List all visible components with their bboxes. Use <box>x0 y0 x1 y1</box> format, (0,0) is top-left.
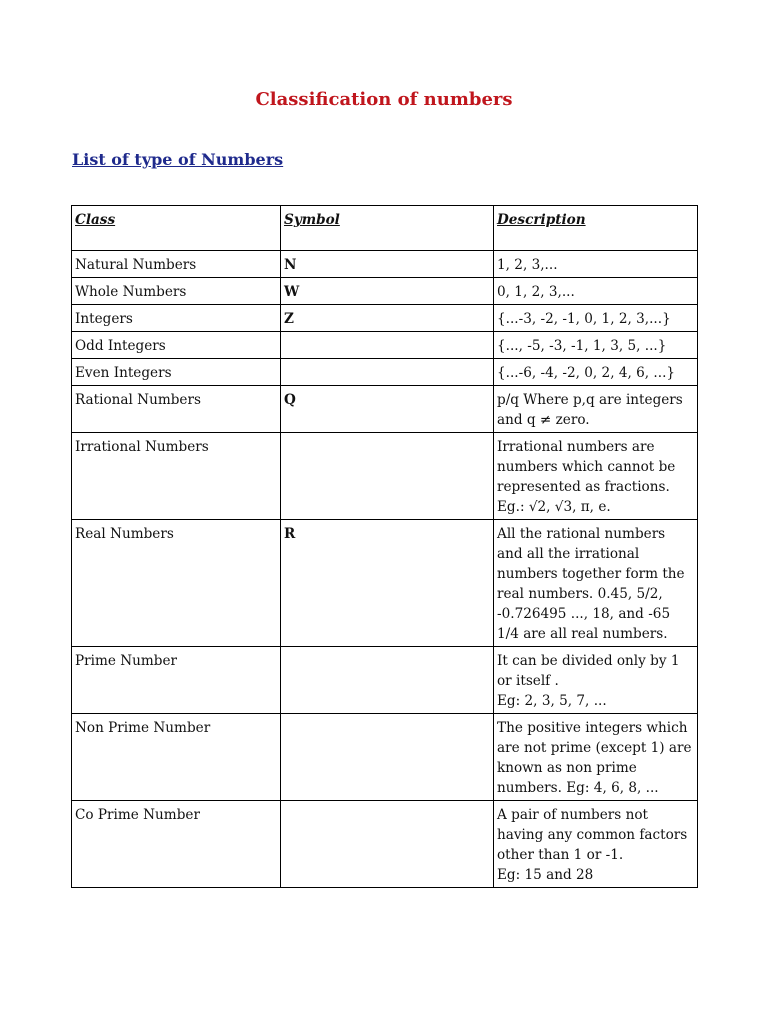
cell-symbol: Z <box>281 305 494 332</box>
cell-symbol <box>281 433 494 520</box>
number-types-table <box>71 205 698 888</box>
table-row <box>72 520 698 647</box>
table-row <box>72 305 698 332</box>
header-symbol: Symbol <box>281 206 494 251</box>
cell-class: Rational Numbers <box>72 386 281 433</box>
cell-description: Irrational numbers are numbers which cannot be represented as fractions. Eg.: √2, √3, π, e. <box>494 433 698 520</box>
cell-symbol <box>281 332 494 359</box>
cell-description: {...-3, -2, -1, 0, 1, 2, 3,...} <box>494 305 698 332</box>
cell-symbol: R <box>281 520 494 647</box>
cell-class: Whole Numbers <box>72 278 281 305</box>
cell-description: A pair of numbers not having any common factors other than 1 or -1. Eg: 15 and 28 <box>494 801 698 888</box>
cell-class: Integers <box>72 305 281 332</box>
table-row <box>72 386 698 433</box>
cell-symbol <box>281 647 494 714</box>
section-heading: List of type of Numbers <box>72 150 284 169</box>
table-row <box>72 433 698 520</box>
page-title: Classification of numbers <box>255 89 513 110</box>
table-row <box>72 359 698 386</box>
cell-description: All the rational numbers and all the irrational numbers together form the real numbers. 0.45, 5/2, -0.726495 ..., 18, and -65 1/4 are all real numbers. <box>494 520 698 647</box>
header-description: Description <box>494 206 698 251</box>
cell-symbol: Q <box>281 386 494 433</box>
cell-class: Non Prime Number <box>72 714 281 801</box>
cell-description: It can be divided only by 1 or itself . Eg: 2, 3, 5, 7, ... <box>494 647 698 714</box>
table-row <box>72 278 698 305</box>
cell-class: Co Prime Number <box>72 801 281 888</box>
table-body <box>72 251 698 888</box>
table-row <box>72 251 698 278</box>
cell-symbol <box>281 359 494 386</box>
table-row <box>72 714 698 801</box>
header-class: Class <box>72 206 281 251</box>
table-header-row <box>72 206 698 251</box>
cell-description: {...-6, -4, -2, 0, 2, 4, 6, ...} <box>494 359 698 386</box>
cell-symbol <box>281 714 494 801</box>
cell-description: 0, 1, 2, 3,... <box>494 278 698 305</box>
table-row <box>72 801 698 888</box>
cell-symbol: W <box>281 278 494 305</box>
cell-symbol: N <box>281 251 494 278</box>
cell-description: The positive integers which are not prime (except 1) are known as non prime numbers. Eg: 4, 6, 8, ... <box>494 714 698 801</box>
cell-class: Odd Integers <box>72 332 281 359</box>
cell-symbol <box>281 801 494 888</box>
cell-class: Prime Number <box>72 647 281 714</box>
cell-class: Real Numbers <box>72 520 281 647</box>
cell-class: Even Integers <box>72 359 281 386</box>
cell-class: Natural Numbers <box>72 251 281 278</box>
cell-class: Irrational Numbers <box>72 433 281 520</box>
cell-description: p/q Where p,q are integers and q ≠ zero. <box>494 386 698 433</box>
cell-description: 1, 2, 3,... <box>494 251 698 278</box>
cell-description: {..., -5, -3, -1, 1, 3, 5, ...} <box>494 332 698 359</box>
table-row <box>72 647 698 714</box>
table-row <box>72 332 698 359</box>
